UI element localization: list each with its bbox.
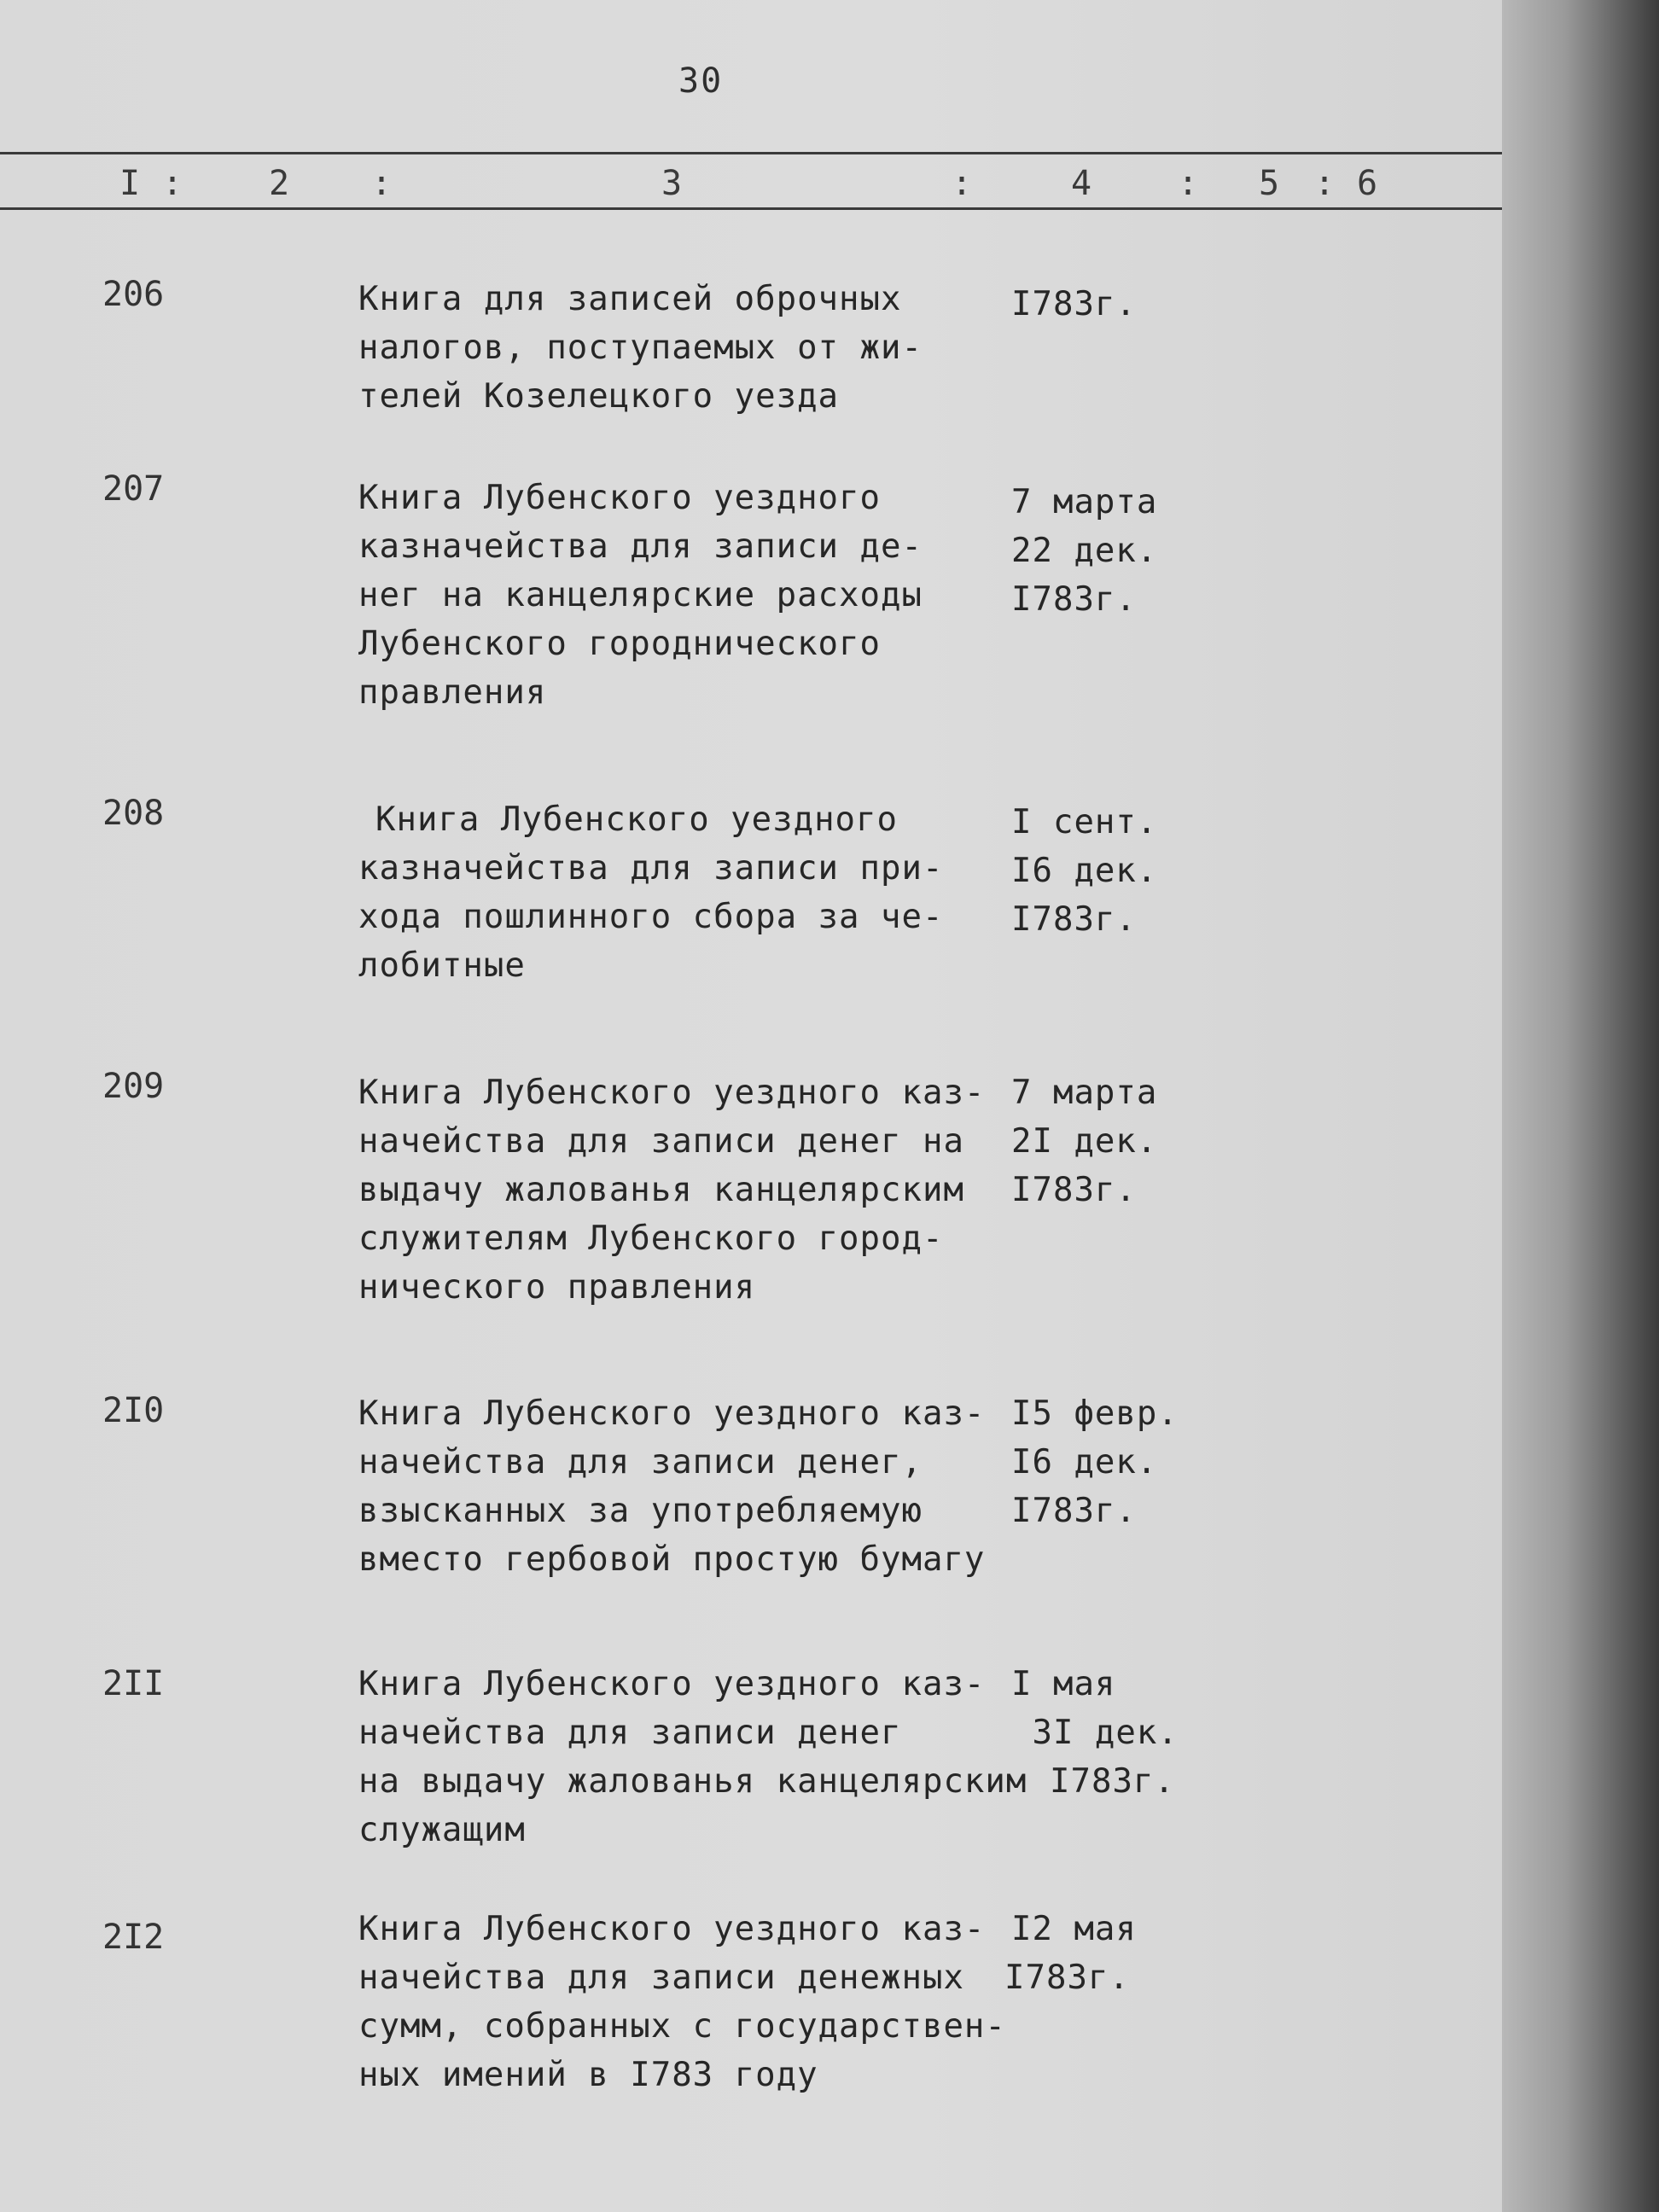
entry-description: [358, 1389, 1007, 1584]
description-line: Книга Лубенского уездного: [358, 479, 881, 517]
entry-number: 209: [102, 1067, 165, 1106]
header-separator: :: [952, 164, 973, 203]
description-line: начейства для записи денежных: [358, 1959, 964, 1997]
page-number: 30: [678, 61, 724, 101]
date-line: I2 мая: [1011, 1910, 1137, 1948]
description-line: служителям Лубенского город-: [358, 1220, 944, 1258]
description-line: Книга Лубенского уездного каз-: [358, 1910, 986, 1948]
description-line: начейства для записи денег: [358, 1714, 902, 1752]
description-line: начейства для записи денег на: [358, 1122, 964, 1161]
entry-description: [358, 275, 1007, 421]
header-col-2: 2: [269, 164, 290, 203]
entry-dates: [1011, 280, 1137, 329]
entry-description: [358, 1660, 1027, 1854]
description-line: на выдачу жалованья канцелярским: [358, 1762, 1027, 1801]
header-col-6: 6: [1357, 164, 1378, 203]
description-line: Лубенского городнического: [358, 625, 881, 663]
description-line: вместо гербовой простую бумагу: [358, 1540, 986, 1579]
description-line: сумм, собранных с государствен-: [358, 2007, 1006, 2046]
date-line: I6 дек.: [1011, 1443, 1158, 1481]
description-line: ных имений в I783 году: [358, 2056, 818, 2094]
entry-dates: [1011, 798, 1157, 944]
entry-dates: [1004, 1905, 1137, 2002]
date-line: I783г.: [1011, 1492, 1137, 1530]
date-line: 3I дек.: [1011, 1714, 1179, 1752]
description-line: телей Козелецкого уезда: [358, 377, 840, 416]
entry-number: 206: [102, 275, 165, 314]
header-separator: :: [162, 164, 183, 203]
description-line: правления: [358, 673, 547, 712]
date-line: I783г.: [1011, 1171, 1137, 1209]
description-line: служащим: [358, 1811, 526, 1849]
description-line: казначейства для записи при-: [358, 849, 944, 888]
description-line: Книга Лубенского уездного каз-: [358, 1665, 986, 1703]
date-line: I сент.: [1011, 803, 1158, 841]
entry-dates: [1011, 1660, 1179, 1806]
header-rule-top: [0, 152, 1502, 154]
entry-number: 207: [102, 469, 165, 509]
date-line: I783г.: [1011, 900, 1137, 939]
description-line: Книга Лубенского уездного каз-: [358, 1074, 986, 1112]
header-col-3: 3: [661, 164, 683, 203]
date-line: 2I дек.: [1011, 1122, 1158, 1161]
date-line: I783г.: [1004, 1959, 1130, 1997]
date-line: I783г.: [1050, 1762, 1175, 1801]
header-rule-bottom: [0, 207, 1502, 210]
entry-number: 2I0: [102, 1391, 165, 1430]
header-col-5: 5: [1259, 164, 1280, 203]
entry-number: 2I2: [102, 1918, 165, 1957]
description-line: выдачу жалованья канцелярским: [358, 1171, 964, 1209]
entry-dates: [1011, 1389, 1179, 1535]
description-line: лобитные: [358, 946, 526, 985]
entry-description: [358, 795, 1024, 990]
entry-dates: [1011, 1068, 1157, 1214]
entry-dates: [1011, 478, 1157, 624]
entry-number: 208: [102, 794, 165, 833]
header-separator: :: [1178, 164, 1199, 203]
description-line: Книга для записей оброчных: [358, 280, 902, 318]
description-line: нег на канцелярские расходы: [358, 576, 923, 614]
entry-description: [358, 1068, 1007, 1312]
header-separator: :: [1314, 164, 1336, 203]
description-line: Книга Лубенского уездного каз-: [358, 1394, 986, 1433]
header-col-4: 4: [1071, 164, 1092, 203]
description-line: нического правления: [358, 1268, 756, 1307]
entry-description: [358, 1905, 1007, 2099]
date-line: I5 февр.: [1011, 1394, 1179, 1433]
entry-number: 2II: [102, 1664, 165, 1703]
description-line: хода пошлинного сбора за че-: [358, 898, 944, 936]
date-line: I мая: [1011, 1665, 1116, 1703]
header-col-1: I: [119, 164, 141, 203]
header-separator: :: [371, 164, 393, 203]
description-line: казначейства для записи де-: [358, 527, 923, 566]
date-line: 22 дек.: [1011, 532, 1158, 570]
date-line: I6 дек.: [1011, 852, 1158, 890]
description-line: взысканных за употребляемую: [358, 1492, 923, 1530]
date-line: 7 марта: [1011, 483, 1158, 521]
page-edge-shadow: [1502, 0, 1659, 2212]
description-line: начейства для записи денег,: [358, 1443, 923, 1481]
date-line: 7 марта: [1011, 1074, 1158, 1112]
date-line: I783г.: [1011, 580, 1137, 619]
entry-description: [358, 474, 1007, 717]
description-line: Книга Лубенского уездного: [375, 800, 898, 839]
description-line: налогов, поступаемых от жи-: [358, 329, 923, 367]
date-line: I783г.: [1011, 285, 1137, 323]
